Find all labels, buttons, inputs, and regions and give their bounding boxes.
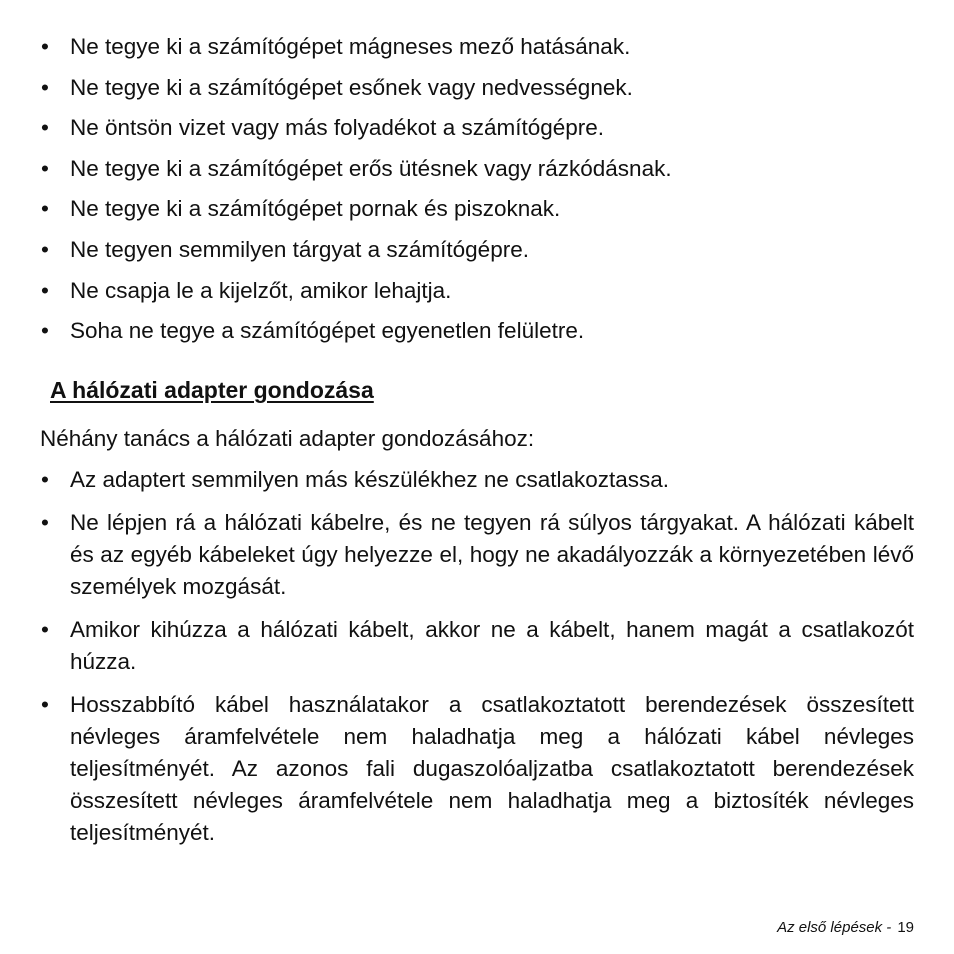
list-item: • Ne csapja le a kijelzőt, amikor lehajtja. (40, 275, 914, 307)
list-item: • Soha ne tegye a számítógépet egyenetlen felületre. (40, 315, 914, 347)
list-item: • Ne tegyen semmilyen tárgyat a számítógépre. (40, 234, 914, 266)
list-item: • Az adaptert semmilyen más készülékhez ne csatlakoztassa. (40, 464, 914, 496)
list-item: • Ne tegye ki a számítógépet pornak és piszoknak. (40, 193, 914, 225)
safety-bullet-list (40, 31, 914, 356)
list-item: • Amikor kihúzza a hálózati kábelt, akkor ne a kábelt, hanem magát a csatlakozót húzza. (40, 614, 914, 678)
list-item: • Ne lépjen rá a hálózati kábelre, és ne tegyen rá súlyos tárgyakat. A hálózati kábelt és az egyéb kábeleket úgy helyezze el, hogy ne akadályozzák a környezetében lévő személyek mozgását. (40, 507, 914, 603)
list-item: • Ne tegye ki a számítógépet esőnek vagy nedvességnek. (40, 72, 914, 104)
list-item: • Ne tegye ki a számítógépet erős ütésnek vagy rázkódásnak. (40, 153, 914, 185)
section-intro: Néhány tanács a hálózati adapter gondozásához: (40, 426, 535, 451)
list-item: • Hosszabbító kábel használatakor a csatlakoztatott berendezések összesített névleges áramfelvétele nem haladhatja meg a hálózati kábel névleges teljesítményét. Az azonos fali dugaszolóaljzatba csatlakoztatott berendezések összesített névleges áramfelvétele nem haladhatja meg a biztosíték névleges teljesítményét. (40, 689, 914, 849)
list-item: • Ne öntsön vizet vagy más folyadékot a számítógépre. (40, 112, 914, 144)
list-item: • Ne tegye ki a számítógépet mágneses mező hatásának. (40, 31, 914, 63)
page-footer (777, 918, 914, 938)
adapter-bullet-list (40, 464, 914, 860)
footer-label: Az első lépések - (777, 919, 892, 936)
page-number: 19 (897, 919, 914, 936)
section-heading: A hálózati adapter gondozása (50, 377, 374, 403)
